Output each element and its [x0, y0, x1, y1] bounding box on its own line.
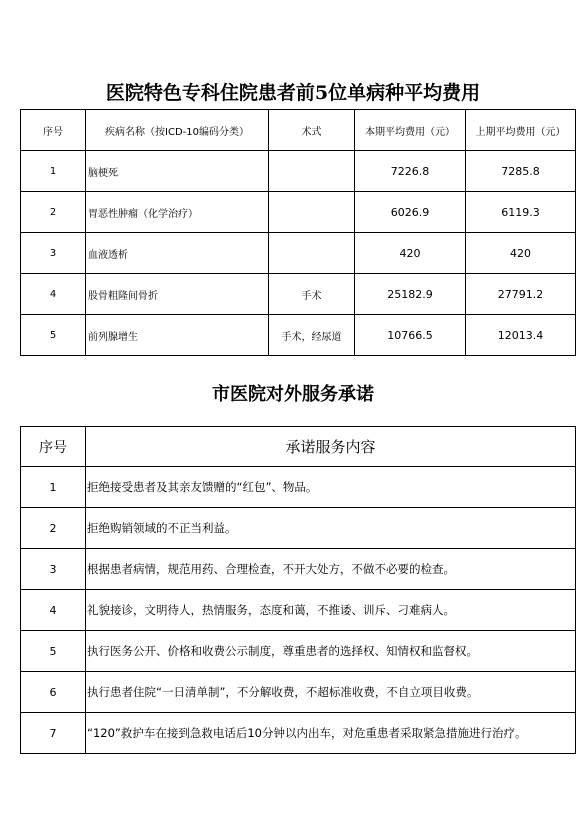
- cell-disease-name: 胃恶性肿瘤（化学治疗）: [86, 192, 269, 233]
- cell-no: 5: [21, 315, 86, 356]
- table-row: [21, 274, 576, 315]
- cell-commitment: 执行医务公开、价格和收费公示制度，尊重患者的选择权、知情权和监督权。: [86, 631, 576, 672]
- cell-previous-cost: 7285.8: [466, 151, 576, 192]
- cell-current-cost: 420: [355, 233, 466, 274]
- table-row: [21, 672, 576, 713]
- cell-previous-cost: 420: [466, 233, 576, 274]
- header-method: 术式: [269, 110, 355, 151]
- table2-title: 市医院对外服务承诺: [212, 384, 374, 405]
- cell-disease-name: 前列腺增生: [86, 315, 269, 356]
- cell-current-cost: 6026.9: [355, 192, 466, 233]
- cell-previous-cost: 12013.4: [466, 315, 576, 356]
- cell-disease-name: 脑梗死: [86, 151, 269, 192]
- header-disease-name: 疾病名称（按ICD-10编码分类）: [86, 110, 269, 151]
- cell-no: 3: [21, 549, 86, 590]
- cell-commitment: 礼貌接诊，文明待人，热情服务，态度和蔼，不推诿、训斥、刁难病人。: [86, 590, 576, 631]
- cell-no: 1: [21, 151, 86, 192]
- table-header-row: [21, 110, 576, 151]
- table-row: [21, 467, 576, 508]
- cell-method: 手术: [269, 274, 355, 315]
- table-row: [21, 508, 576, 549]
- cell-no: 3: [21, 233, 86, 274]
- service-commitment-table: [20, 426, 576, 754]
- table-row: [21, 713, 576, 754]
- table1-title: 医院特色专科住院患者前5位单病种平均费用: [105, 82, 481, 104]
- header-current-cost: 本期平均费用（元）: [355, 110, 466, 151]
- cell-no: 5: [21, 631, 86, 672]
- cell-no: 1: [21, 467, 86, 508]
- cell-no: 2: [21, 508, 86, 549]
- table-row: [21, 151, 576, 192]
- cell-commitment: 拒绝接受患者及其亲友馈赠的“红包”、物品。: [86, 467, 576, 508]
- table-row: [21, 549, 576, 590]
- table-row: [21, 590, 576, 631]
- cell-previous-cost: 6119.3: [466, 192, 576, 233]
- cell-current-cost: 10766.5: [355, 315, 466, 356]
- table-row: [21, 315, 576, 356]
- header-no: 序号: [21, 427, 86, 467]
- table-row: [21, 192, 576, 233]
- cell-method: 手术，经尿道: [269, 315, 355, 356]
- cell-current-cost: 25182.9: [355, 274, 466, 315]
- cell-method: [269, 192, 355, 233]
- cell-previous-cost: 27791.2: [466, 274, 576, 315]
- cost-table: [20, 109, 576, 356]
- cell-method: [269, 151, 355, 192]
- cell-no: 6: [21, 672, 86, 713]
- cell-current-cost: 7226.8: [355, 151, 466, 192]
- cell-method: [269, 233, 355, 274]
- cell-commitment: 执行患者住院“一日清单制”，不分解收费，不超标准收费，不自立项目收费。: [86, 672, 576, 713]
- cell-commitment: “120”救护车在接到急救电话后10分钟以内出车，对危重患者采取紧急措施进行治疗。: [86, 713, 576, 754]
- cell-no: 4: [21, 274, 86, 315]
- cell-commitment: 拒绝购销领域的不正当利益。: [86, 508, 576, 549]
- cell-no: 7: [21, 713, 86, 754]
- cell-commitment: 根据患者病情，规范用药、合理检查，不开大处方，不做不必要的检查。: [86, 549, 576, 590]
- table-header-row: [21, 427, 576, 467]
- header-commitment: 承诺服务内容: [86, 427, 576, 467]
- cell-no: 4: [21, 590, 86, 631]
- table-row: [21, 631, 576, 672]
- header-previous-cost: 上期平均费用（元）: [466, 110, 576, 151]
- table-row: [21, 233, 576, 274]
- cell-disease-name: 血液透析: [86, 233, 269, 274]
- cell-disease-name: 股骨粗隆间骨折: [86, 274, 269, 315]
- header-no: 序号: [21, 110, 86, 151]
- cell-no: 2: [21, 192, 86, 233]
